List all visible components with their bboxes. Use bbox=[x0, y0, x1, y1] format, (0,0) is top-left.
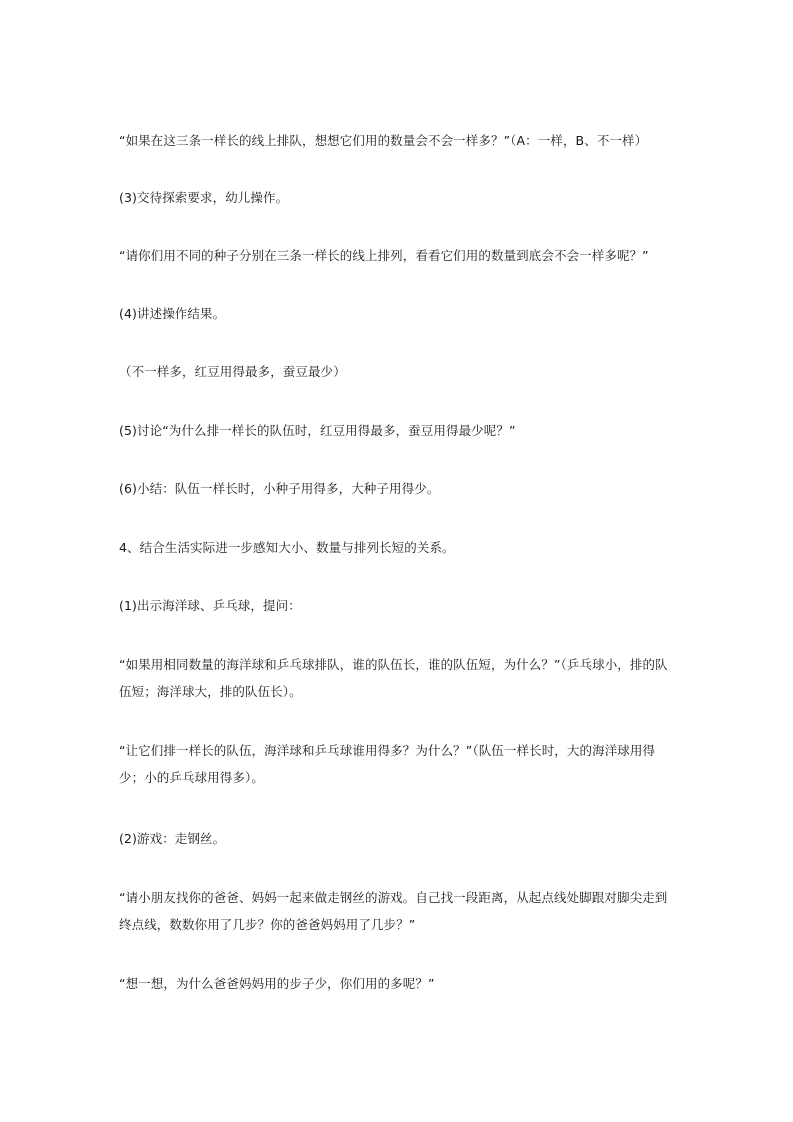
paragraph-game-instruction: “请小朋友找你的爸爸、妈妈一起来做走钢丝的游戏。自己找一段距离，从起点线处脚跟对脚尖走到终点线，数数你用了几步？你的爸爸妈妈用了几步？” bbox=[119, 890, 668, 932]
paragraph-step-4-1: (1)出示海洋球、乒乓球，提问： bbox=[119, 598, 301, 613]
paragraph-section-4: 4、结合生活实际进一步感知大小、数量与排列长短的关系。 bbox=[119, 540, 455, 555]
paragraph-step-4: (4)讲述操作结果。 bbox=[119, 306, 226, 321]
paragraph-question-balls-count: “让它们排一样长的队伍，海洋球和乒乓球谁用得多？为什么？”（队伍一样长时，大的海洋球用得少；小的乒乓球用得多）。 bbox=[119, 743, 656, 785]
paragraph-question-same-amount: “如果在这三条一样长的线上排队，想想它们用的数量会不会一样多？”（A：一样，B、不一样） bbox=[119, 133, 648, 148]
paragraph-step-4-2: (2)游戏：走钢丝。 bbox=[119, 831, 226, 846]
paragraph-think-question: “想一想，为什么爸爸妈妈用的步子少，你们用的多呢？” bbox=[119, 976, 435, 991]
paragraph-step-5: (5)讨论“为什么排一样长的队伍时，红豆用得最多，蚕豆用得最少呢？” bbox=[119, 423, 516, 438]
paragraph-step-6: (6)小结：队伍一样长时，小种子用得多，大种子用得少。 bbox=[119, 481, 440, 496]
paragraph-step-3: (3)交待探索要求，幼儿操作。 bbox=[119, 190, 289, 205]
paragraph-instruction-seeds: “请你们用不同的种子分别在三条一样长的线上排列，看看它们用的数量到底会不会一样多呢？” bbox=[119, 248, 649, 263]
paragraph-result: （不一样多，红豆用得最多，蚕豆最少） bbox=[119, 364, 346, 379]
paragraph-question-balls-length: “如果用相同数量的海洋球和乒乓球排队，谁的队伍长，谁的队伍短，为什么？”（乒乓球小，排的队伍短；海洋球大，排的队伍长）。 bbox=[119, 657, 668, 699]
